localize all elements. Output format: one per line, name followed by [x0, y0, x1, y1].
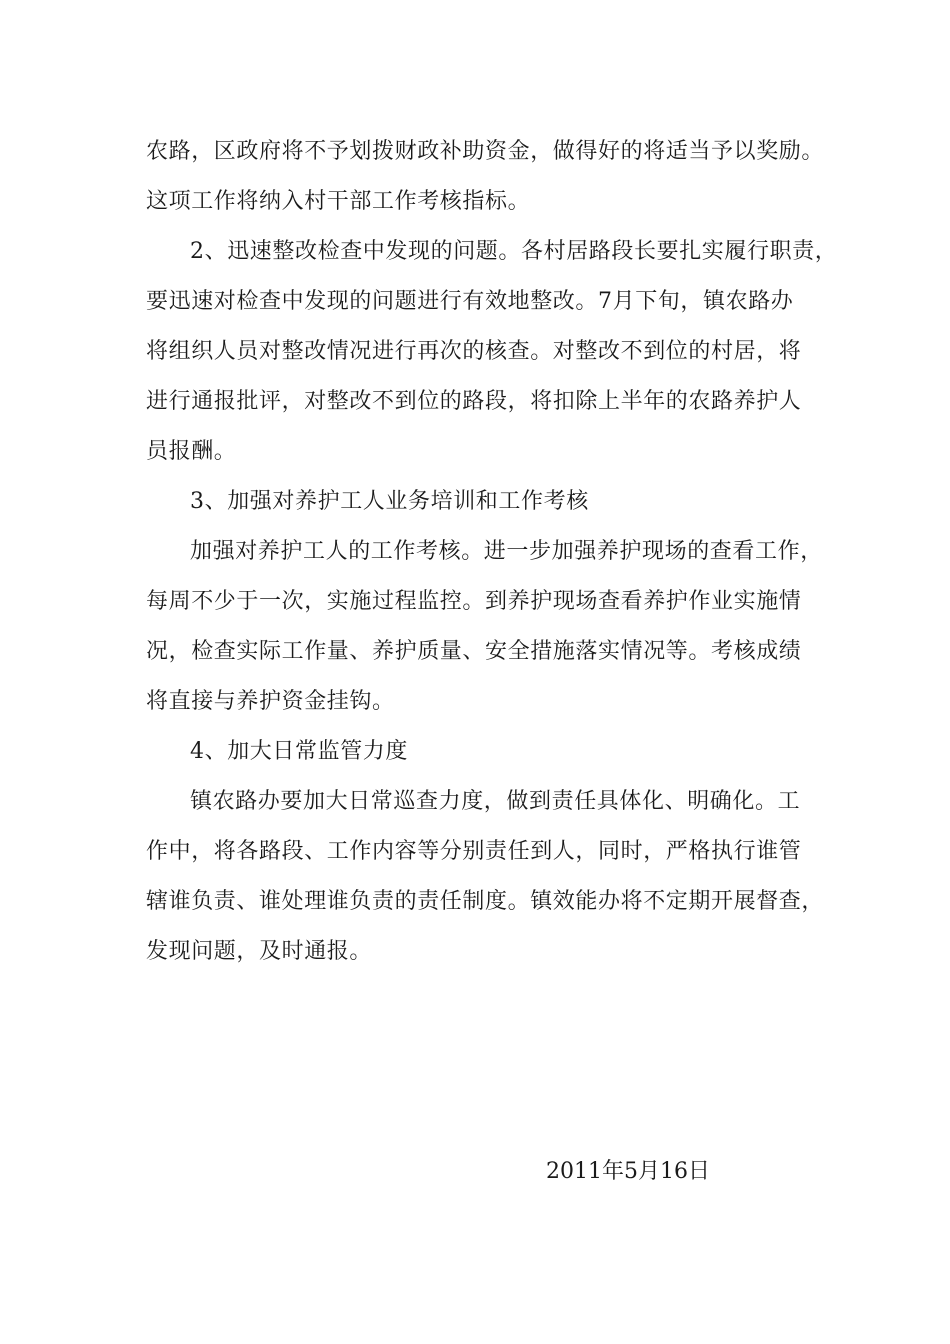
- body-text-line: 这项工作将纳入村干部工作考核指标。: [146, 189, 531, 214]
- body-text-line: 要迅速对检查中发现的问题进行有效地整改。7月下旬，镇农路办: [146, 289, 794, 314]
- body-text-line: 加强对养护工人的工作考核。进一步加强养护现场的查看工作，: [190, 539, 823, 564]
- body-text-line: 镇农路办要加大日常巡查力度，做到责任具体化、明确化。工: [190, 789, 801, 814]
- body-text-line: 作中，将各路段、工作内容等分别责任到人，同时，严格执行谁管: [146, 839, 802, 864]
- section-3-heading: 3、加强对养护工人业务培训和工作考核: [190, 489, 589, 514]
- body-text-line: 将直接与养护资金挂钩。: [146, 689, 395, 714]
- body-text-line: 辖谁负责、谁处理谁负责的责任制度。镇效能办将不定期开展督查，: [146, 889, 825, 914]
- body-text-line: 员报酬。: [146, 439, 237, 464]
- body-text-line: 发现问题，及时通报。: [146, 939, 373, 964]
- body-text-line: 进行通报批评，对整改不到位的路段，将扣除上半年的农路养护人: [146, 389, 802, 414]
- section-2-heading: 2、迅速整改检查中发现的问题。各村居路段长要扎实履行职责，: [190, 239, 838, 264]
- body-text-line: 况，检查实际工作量、养护质量、安全措施落实情况等。考核成绩: [146, 639, 802, 664]
- body-text-line: 农路，区政府将不予划拨财政补助资金，做得好的将适当予以奖励。: [146, 139, 825, 164]
- document-date: 2011年5月16日: [546, 1159, 710, 1184]
- body-text-line: 将组织人员对整改情况进行再次的核查。对整改不到位的村居，将: [146, 339, 802, 364]
- body-text-line: 每周不少于一次，实施过程监控。到养护现场查看养护作业实施情: [146, 589, 802, 614]
- section-4-heading: 4、加大日常监管力度: [190, 739, 408, 764]
